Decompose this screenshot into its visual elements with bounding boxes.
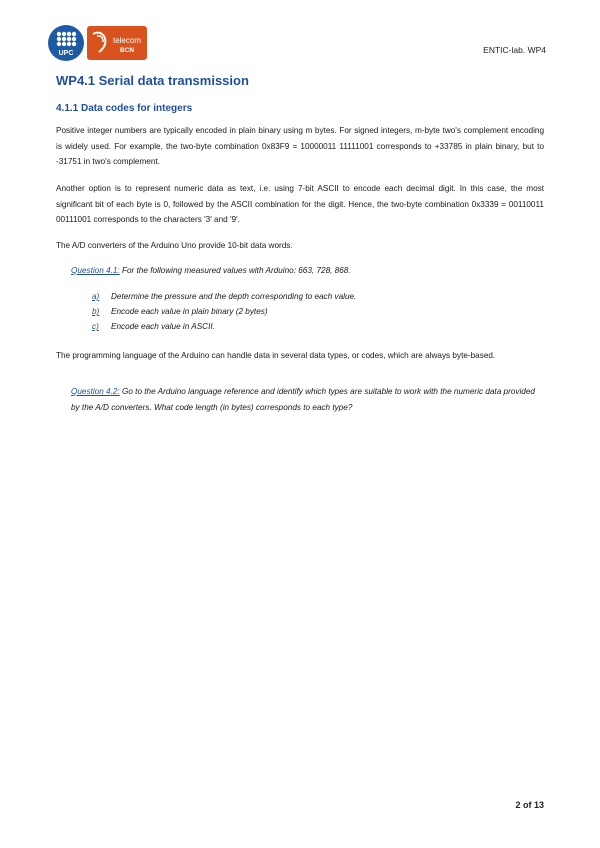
header-document-label: ENTIC-lab. WP4 [483, 45, 546, 55]
telecom-bcn-logo [87, 26, 147, 60]
question-4-1 [71, 263, 544, 279]
upc-logo [47, 24, 85, 62]
question-4-1-text: For the following measured values with Arduino: 663, 728, 868. [119, 266, 351, 275]
page-number: 2 of 13 [515, 800, 544, 810]
paragraph-ad-converters: The A/D converters of the Arduino Uno provide 10-bit data words. [56, 241, 293, 250]
list-item [92, 304, 356, 319]
question-4-1-link[interactable]: Question 4.1: [71, 266, 120, 275]
question-4-2 [71, 384, 544, 415]
telecom-logo-text: telecom [112, 36, 142, 45]
upc-logo-text: UPC [58, 50, 74, 57]
question-4-1-list [92, 289, 356, 334]
list-marker-b[interactable]: b) [92, 307, 100, 316]
paragraph-ascii-encoding: Another option is to represent numeric data as text, i.e. using 7-bit ASCII to encode each decimal digit. In this case, the most significant bit of each byte is 0, followed by the ASCII combination for the digit. Hence, the two-byte combination 0x3339 = 00110011 00111001 corresponds to the characters '3' and '9'. [56, 184, 544, 224]
list-marker-a[interactable]: a) [92, 292, 100, 301]
subsection-title: 4.1.1 Data codes for integers [56, 103, 193, 114]
list-item-text: Encode each value in plain binary (2 bytes) [111, 307, 268, 316]
question-4-2-text: Go to the Arduino language reference and identify which types are suitable to work with the numeric data provided by the A/D converters. What code length (in bytes) corresponds to each type? [71, 387, 535, 412]
telecom-logo-subtext: BCN [119, 47, 135, 54]
list-item-text: Determine the pressure and the depth corresponding to each value. [111, 292, 357, 301]
list-item [92, 319, 356, 334]
list-marker-c[interactable]: c) [92, 322, 99, 331]
list-item [92, 289, 356, 304]
paragraph-data-types: The programming language of the Arduino can handle data in several data types, or codes, which are always byte-based. [56, 351, 496, 360]
section-title: WP4.1 Serial data transmission [56, 73, 249, 88]
list-item-text: Encode each value in ASCII. [111, 322, 215, 331]
question-4-2-link[interactable]: Question 4.2: [71, 387, 120, 396]
paragraph-integer-encoding: Positive integer numbers are typically encoded in plain binary using m bytes. For signed integers, m-byte two's complement encoding is widely used. For example, the two-byte combination 0x83F9 = 10000011 11111001 corresponds to +33785 in plain binary, but to -31751 in two's complement. [56, 126, 544, 166]
